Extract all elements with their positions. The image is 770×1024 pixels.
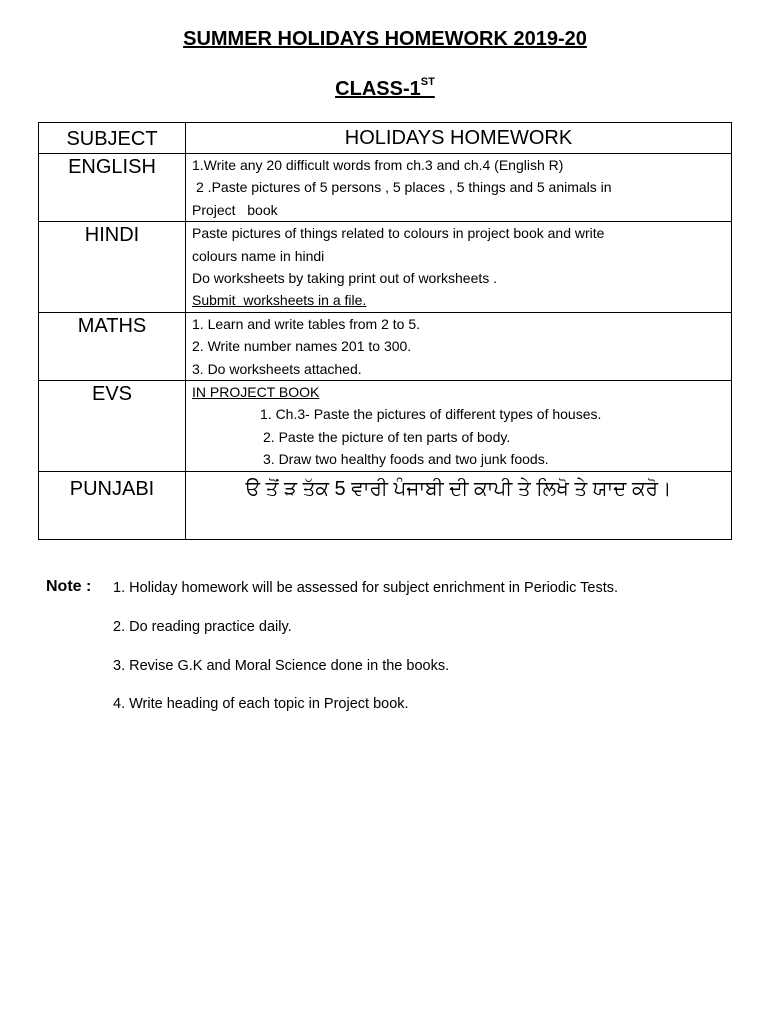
english-line-3: Project book: [192, 201, 278, 218]
header-homework: HOLIDAYS HOMEWORK: [186, 123, 732, 154]
english-line-2: 2 .Paste pictures of 5 persons , 5 places , 5 things and 5 animals in: [196, 179, 612, 196]
homework-table: [38, 122, 732, 540]
maths-line-3: 3. Do worksheets attached.: [192, 360, 362, 377]
evs-line-1: IN PROJECT BOOK: [192, 384, 320, 401]
subject-punjabi: PUNJABI: [39, 471, 186, 539]
table-row-punjabi: [39, 471, 732, 539]
hindi-line-2: colours name in hindi: [192, 247, 325, 264]
homework-maths: [186, 312, 732, 380]
class-label: CLASS-1: [335, 78, 421, 100]
homework-english: [186, 154, 732, 222]
table-row-hindi: [39, 222, 732, 313]
table-row-english: [39, 154, 732, 222]
document-title: [0, 28, 770, 51]
subject-maths: MATHS: [39, 312, 186, 380]
subject-evs: EVS: [39, 381, 186, 472]
class-heading: [0, 76, 770, 101]
table-header-row: [39, 123, 732, 154]
note-label: Note :: [46, 578, 92, 595]
note-item-2: 2. Do reading practice daily.: [113, 619, 292, 635]
note-item-1: 1. Holiday homework will be assessed for subject enrichment in Periodic Tests.: [113, 580, 619, 596]
maths-line-1: 1. Learn and write tables from 2 to 5.: [192, 315, 421, 332]
homework-hindi: [186, 222, 732, 313]
class-heading-text: [335, 78, 435, 100]
table-row-maths: [39, 312, 732, 380]
homework-evs: [186, 381, 732, 472]
hindi-line-1: Paste pictures of things related to colours in project book and write: [192, 225, 605, 242]
hindi-line-4: Submit worksheets in a file.: [192, 292, 367, 309]
table-row-evs: [39, 381, 732, 472]
evs-line-4: 3. Draw two healthy foods and two junk foods.: [263, 451, 549, 468]
note-item-3: 3. Revise G.K and Moral Science done in the books.: [113, 658, 450, 674]
hindi-line-3: Do worksheets by taking print out of worksheets .: [192, 270, 498, 287]
header-subject: SUBJECT: [39, 123, 186, 154]
punjabi-line-1: ੳ ਤੋਂ ੜ ਤੱਕ 5 ਵਾਰੀ ਪੰਜਾਬੀ ਦੀ ਕਾਪੀ ਤੇ ਲਿਖੋ ਤੇ ਯਾਦ ਕਰੋ।: [245, 477, 672, 500]
maths-line-2: 2. Write number names 201 to 300.: [192, 338, 412, 355]
note-item-4: 4. Write heading of each topic in Project book.: [113, 696, 409, 712]
english-line-1: 1.Write any 20 difficult words from ch.3 and ch.4 (English R): [192, 157, 564, 173]
document-title-text: SUMMER HOLIDAYS HOMEWORK 2019-20: [183, 28, 587, 50]
evs-line-3: 2. Paste the picture of ten parts of body.: [263, 428, 511, 445]
subject-hindi: HINDI: [39, 222, 186, 313]
class-superscript: ST: [420, 76, 435, 88]
homework-punjabi: [186, 471, 732, 539]
subject-english: ENGLISH: [39, 154, 186, 222]
evs-line-2: 1. Ch.3- Paste the pictures of different types of houses.: [260, 406, 602, 423]
